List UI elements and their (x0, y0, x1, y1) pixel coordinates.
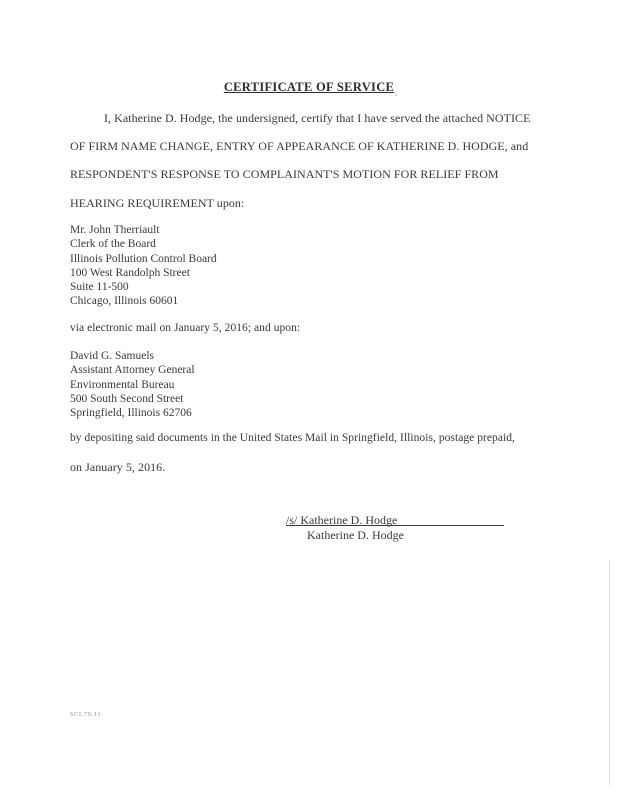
scan-speck (395, 94, 397, 96)
signature-line (286, 513, 404, 528)
body-line-1: I, Katherine D. Hodge, the undersigned, certify that I have served the attached NOTICE (104, 111, 531, 125)
service-method-2-line-2: on January 5, 2016. (70, 460, 166, 474)
address-line: Assistant Attorney General (70, 364, 195, 377)
address-line: Environmental Bureau (70, 378, 175, 391)
address-line: David G. Samuels (70, 350, 155, 362)
body-line-2: OF FIRM NAME CHANGE, ENTRY OF APPEARANCE OF KATHERINE D. HODGE, and (70, 139, 529, 153)
service-method-1: via electronic mail on January 5, 2016; and upon: (70, 322, 301, 334)
address-line: 500 South Second Street (70, 392, 184, 405)
address-line: 100 West Randolph Street (70, 266, 190, 279)
footer-code: SCI.79.11 (70, 712, 102, 718)
electronic-signature: /s/ Katherine D. Hodge (286, 513, 398, 527)
address-line: Mr. John Therriault (70, 224, 160, 236)
recipient-1-address (70, 223, 217, 309)
address-line: Illinois Pollution Control Board (70, 252, 217, 265)
signature-underline (286, 525, 504, 526)
address-line: Springfield, Illinois 62706 (70, 407, 192, 420)
service-method-2-line-1: by depositing said documents in the United States Mail in Springfield, Illinois, postage prepaid, (70, 432, 515, 444)
address-line: Clerk of the Board (70, 238, 156, 251)
address-line: Chicago, Illinois 60601 (70, 295, 179, 308)
body-line-4: HEARING REQUIREMENT upon: (70, 196, 245, 210)
body-line-3: RESPONDENT'S RESPONSE TO COMPLAINANT'S MOTION FOR RELIEF FROM (70, 167, 499, 181)
signature-block (286, 513, 404, 542)
scan-edge-line (609, 560, 610, 785)
address-line: Suite 11-500 (70, 281, 129, 294)
recipient-2-address (70, 349, 195, 420)
document-title: CERTIFICATE OF SERVICE (223, 80, 395, 94)
signer-name: Katherine D. Hodge (307, 527, 404, 542)
